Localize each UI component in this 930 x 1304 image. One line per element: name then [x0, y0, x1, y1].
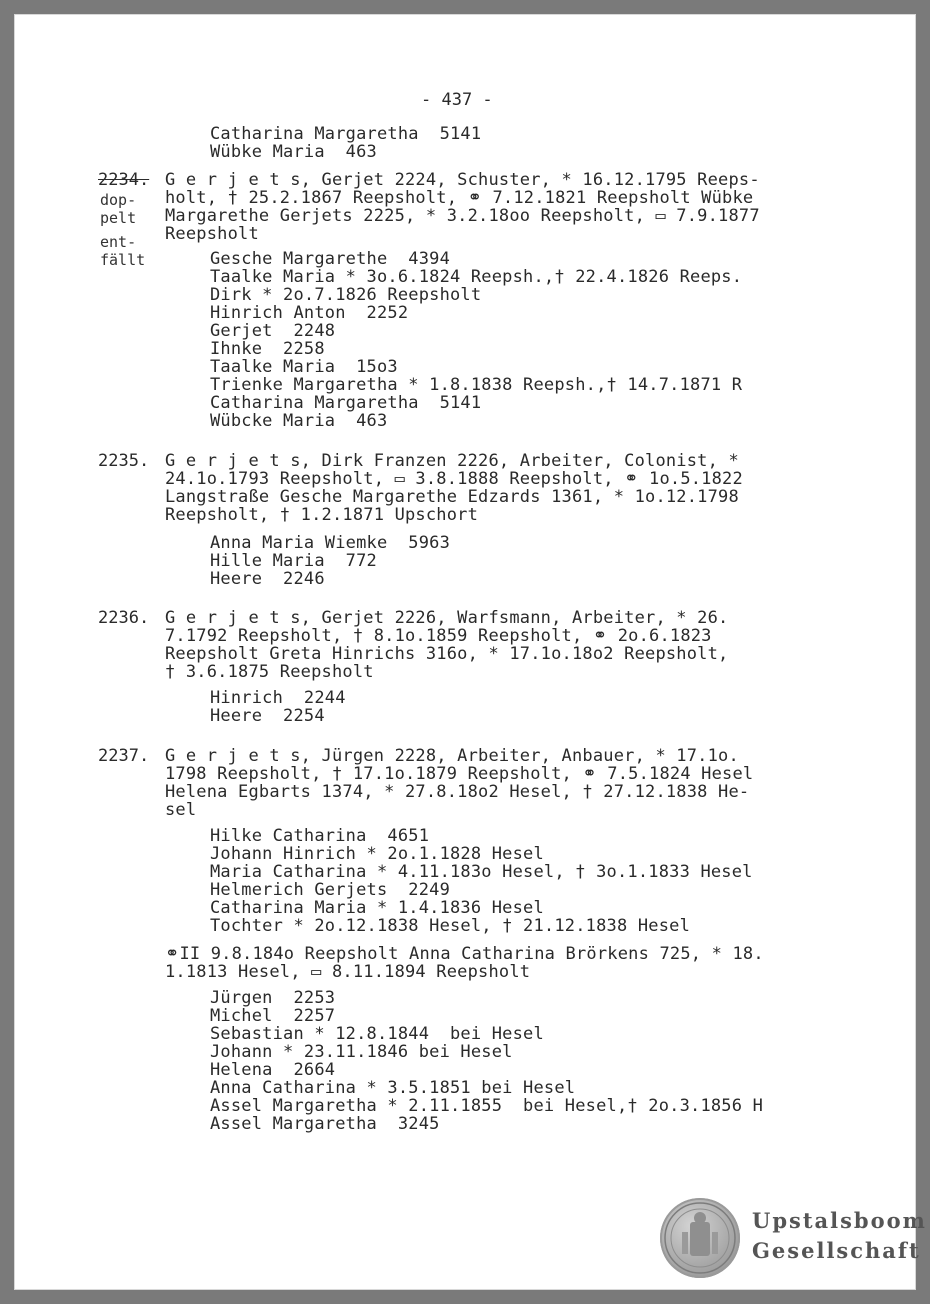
- child-line: Johann * 23.11.1846 bei Hesel: [210, 1042, 513, 1062]
- entry-head-line: † 3.6.1875 Reepsholt: [165, 662, 374, 682]
- child-line: Anna Catharina * 3.5.1851 bei Hesel: [210, 1078, 576, 1098]
- child-line: Maria Catharina * 4.11.183o Hesel, † 3o.1.1833 Hesel: [210, 862, 753, 882]
- child-line: Taalke Maria * 3o.6.1824 Reepsh.,† 22.4.1826 Reeps.: [210, 267, 743, 287]
- entry-number: 2236.: [98, 608, 150, 628]
- entry-head-line: Reepsholt, † 1.2.1871 Upschort: [165, 505, 479, 525]
- entry-head-line: sel: [165, 800, 197, 820]
- seal-icon: [660, 1198, 740, 1278]
- child-line: Ihnke 2258: [210, 339, 325, 359]
- child-line: Hinrich Anton 2252: [210, 303, 409, 323]
- entry-number: 2234.: [98, 170, 150, 190]
- child-line: Assel Margaretha * 2.11.1855 bei Hesel,† 2o.3.1856 H: [210, 1096, 764, 1116]
- child-line: Trienke Margaretha * 1.8.1838 Reepsh.,† 14.7.1871 R: [210, 375, 743, 395]
- entry-head-line: 24.1o.1793 Reepsholt, ▭ 3.8.1888 Reepsholt, ⚭ 1o.5.1822: [165, 469, 743, 489]
- child-line: Heere 2246: [210, 569, 325, 589]
- top-line: Wübke Maria 463: [210, 142, 377, 162]
- margin-note: dop-: [100, 191, 137, 209]
- second-marriage-line: ⚭II 9.8.184o Reepsholt Anna Catharina Brörkens 725, * 18.: [165, 944, 764, 964]
- child-line: Michel 2257: [210, 1006, 336, 1026]
- child-line: Wübcke Maria 463: [210, 411, 388, 431]
- entry-head-line: G e r j e t s, Dirk Franzen 2226, Arbeiter, Colonist, *: [165, 451, 739, 471]
- second-marriage-line: 1.1813 Hesel, ▭ 8.11.1894 Reepsholt: [165, 962, 531, 982]
- child-line: Anna Maria Wiemke 5963: [210, 533, 451, 553]
- page-number: - 437 -: [421, 90, 493, 110]
- child-line: Helmerich Gerjets 2249: [210, 880, 451, 900]
- document-page: [14, 14, 927, 1290]
- child-line: Assel Margaretha 3245: [210, 1114, 440, 1134]
- child-line: Tochter * 2o.12.1838 Hesel, † 21.12.1838 Hesel: [210, 916, 691, 936]
- entry-head-line: G e r j e t s, Gerjet 2224, Schuster, * 16.12.1795 Reeps-: [165, 170, 760, 190]
- entry-head-line: Reepsholt Greta Hinrichs 316o, * 17.1o.18o2 Reepsholt,: [165, 644, 729, 664]
- entry-head-line: G e r j e t s, Jürgen 2228, Arbeiter, Anbauer, * 17.1o.: [165, 746, 739, 766]
- margin-note: ent-: [100, 233, 137, 251]
- child-line: Catharina Margaretha 5141: [210, 393, 482, 413]
- child-line: Helena 2664: [210, 1060, 336, 1080]
- child-line: Gesche Margarethe 4394: [210, 249, 451, 269]
- entry-number: 2237.: [98, 746, 150, 766]
- child-line: Johann Hinrich * 2o.1.1828 Hesel: [210, 844, 544, 864]
- entry-head-line: holt, † 25.2.1867 Reepsholt, ⚭ 7.12.1821 Reepsholt Wübke: [165, 188, 754, 208]
- entry-head-line: 7.1792 Reepsholt, † 8.1o.1859 Reepsholt, ⚭ 2o.6.1823: [165, 626, 712, 646]
- child-line: Gerjet 2248: [210, 321, 336, 341]
- entry-head-line: Langstraße Gesche Margarethe Edzards 1361, * 1o.12.1798: [165, 487, 739, 507]
- logo-text-line2: Gesellschaft: [752, 1238, 921, 1263]
- logo-text-line1: Upstalsboom: [752, 1208, 927, 1233]
- child-line: Jürgen 2253: [210, 988, 336, 1008]
- entry-number: 2235.: [98, 451, 150, 471]
- entry-head-line: Helena Egbarts 1374, * 27.8.18o2 Hesel, † 27.12.1838 He-: [165, 782, 750, 802]
- child-line: Hille Maria 772: [210, 551, 377, 571]
- entry-head-line: Reepsholt: [165, 224, 259, 244]
- entry-head-line: G e r j e t s, Gerjet 2226, Warfsmann, Arbeiter, * 26.: [165, 608, 729, 628]
- margin-note: fällt: [100, 251, 146, 269]
- child-line: Heere 2254: [210, 706, 325, 726]
- child-line: Sebastian * 12.8.1844 bei Hesel: [210, 1024, 544, 1044]
- child-line: Hilke Catharina 4651: [210, 826, 430, 846]
- top-line: Catharina Margaretha 5141: [210, 124, 482, 144]
- child-line: Dirk * 2o.7.1826 Reepsholt: [210, 285, 482, 305]
- upstalsboom-logo: [660, 1198, 927, 1278]
- child-line: Catharina Maria * 1.4.1836 Hesel: [210, 898, 544, 918]
- child-line: Taalke Maria 15o3: [210, 357, 398, 377]
- child-line: Hinrich 2244: [210, 688, 346, 708]
- margin-note: pelt: [100, 209, 137, 227]
- entry-head-line: 1798 Reepsholt, † 17.1o.1879 Reepsholt, ⚭ 7.5.1824 Hesel: [165, 764, 754, 784]
- entry-head-line: Margarethe Gerjets 2225, * 3.2.18oo Reepsholt, ▭ 7.9.1877: [165, 206, 760, 226]
